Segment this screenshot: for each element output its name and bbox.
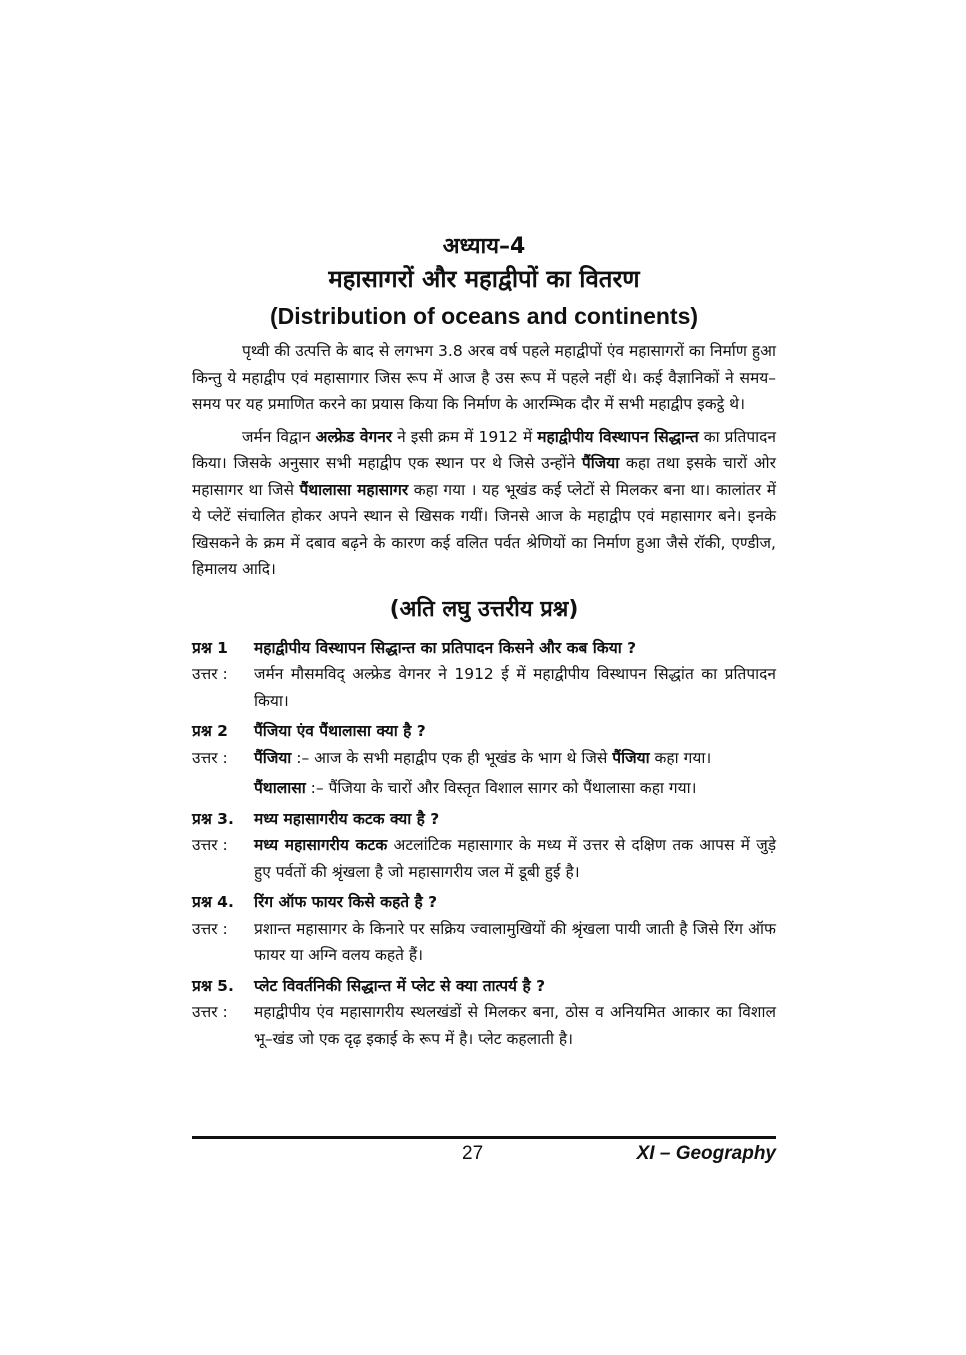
answer-row — [192, 999, 776, 1052]
section-heading: (अति लघु उत्तरीय प्रश्न) — [389, 596, 579, 622]
question-1 — [192, 635, 776, 715]
answer-row — [192, 916, 776, 969]
answer-row — [192, 832, 776, 885]
text: :– पैंजिया के चारों और विस्तृत विशाल सागर को पैंथालासा कहा गया। — [305, 779, 697, 797]
intro-paragraph-2 — [192, 424, 776, 583]
answer-label: उत्तर : — [192, 748, 228, 767]
chapter-title-english: (Distribution of oceans and continents) — [269, 303, 699, 329]
question-label: प्रश्न 5. — [192, 976, 234, 995]
page-number: 27 — [462, 1143, 484, 1164]
answer-text — [254, 745, 776, 772]
answer-text: प्रशान्त महासागर के किनारे पर सक्रिय ज्वालामुखियों की श्रृंखला पायी जाती है जिसे रिंग ऑफ फायर या अग्नि वलय कहते हैं। — [254, 919, 776, 964]
text: कहा तथा इसके चारों ओर महासागर था जिसे — [192, 454, 776, 499]
question-row — [192, 806, 776, 833]
bold-term: मध्य महासागरीय कटक — [254, 836, 388, 854]
answer-label: उत्तर : — [192, 1003, 228, 1021]
intro-paragraph-1: पृथ्वी की उत्पत्ति के बाद से लगभग 3.8 अरब वर्ष पहले महाद्वीपों एंव महासागरों का निर्माण हुआ किन्तु ये महाद्वीप एवं महासागार जिस रूप में आज है उस रूप में पहले नहीं थे। कई वैज्ञानिकों ने समय–समय पर यह प्रमाणित करने का प्रयास किया कि निर्माण के आरम्भिक दौर में सभी महाद्वीप इकट्ठे थे। — [192, 342, 776, 413]
question-5 — [192, 973, 776, 1053]
text: जर्मन विद्वान — [242, 427, 316, 446]
question-label: प्रश्न 4. — [192, 893, 234, 911]
text: अटलांटिक महासागार के मध्य में उत्तर से दक्षिण तक आपस में जुड़े हुए पर्वतों की श्रृंखला है जो महासागरीय जल में डूबी हुई है। — [254, 836, 776, 881]
question-2 — [192, 718, 776, 802]
question-label: प्रश्न 3. — [192, 809, 234, 828]
chapter-title-hindi: महासागरों और महाद्वीपों का वितरण — [328, 265, 640, 293]
bold-term: पैंजिया — [581, 454, 620, 472]
answer-continuation — [192, 775, 776, 802]
question-text: मध्य महासागरीय कटक क्या है ? — [254, 809, 440, 828]
answer-row — [192, 661, 776, 714]
question-label: प्रश्न 2 — [192, 722, 228, 740]
question-row — [192, 635, 776, 662]
text: ने इसी क्रम में 1912 में — [392, 427, 538, 446]
question-4 — [192, 889, 776, 969]
answer-text — [254, 832, 776, 885]
footer-book-title: XI – Geography — [636, 1143, 776, 1164]
chapter-number: अध्याय–4 — [442, 234, 526, 259]
page-content — [192, 232, 776, 1056]
question-3 — [192, 806, 776, 886]
answer-label: उत्तर : — [192, 665, 228, 683]
bold-term: पैंजिया — [612, 748, 650, 767]
bold-term: अल्फ्रेड वेगनर — [315, 427, 393, 446]
question-row — [192, 889, 776, 916]
question-text: रिंग ऑफ फायर किसे कहते है ? — [254, 893, 438, 911]
answer-text: महाद्वीपीय एंव महासागरीय स्थलखंडों से मिलकर बना, ठोस व अनियमित आकार का विशाल भू–खंड जो एक दृढ़ इकाई के रूप में है। प्लेट कहलाती है। — [254, 1003, 776, 1048]
footer-divider — [192, 1136, 776, 1139]
answer-text: जर्मन मौसमविद् अल्फ्रेड वेगनर ने 1912 ई में महाद्वीपीय विस्थापन सिद्धांत का प्रतिपादन किया। — [254, 665, 776, 710]
question-text: महाद्वीपीय विस्थापन सिद्धान्त का प्रतिपादन किसने और कब किया ? — [254, 638, 637, 657]
text: का प्रतिपादन किया। जिसके अनुसार सभी महाद्वीप एक स्थान पर थे जिसे उन्होंने — [192, 427, 776, 472]
question-label: प्रश्न 1 — [192, 638, 228, 657]
bold-term: पैंथालासा महासागर — [299, 480, 409, 499]
answer-label: उत्तर : — [192, 919, 228, 938]
answer-label: उत्तर : — [192, 836, 228, 854]
text: :– आज के सभी महाद्वीप एक ही भूखंड के भाग थे जिसे — [291, 748, 613, 767]
question-row — [192, 973, 776, 1000]
answer-row — [192, 745, 776, 772]
bold-term: महाद्वीपीय विस्थापन सिद्धान्त — [537, 427, 699, 446]
text: कहा गया । यह भूखंड कई प्लेटों से मिलकर बना था। कालांतर में ये प्लेटें संचालित होकर अपने स्थान से खिसक गयीं। जिनसे आज के महाद्वीप एवं महासागर बने। इनके खिसकने के क्रम में दबाव बढ़ने के कारण कई वलित पर्वत श्रेणियों का निर्माण हुआ जैसे रॉकी, एण्डीज, हिमालय आदि। — [192, 480, 776, 578]
question-text: पैंजिया एंव पैंथालासा क्या है ? — [254, 722, 426, 740]
bold-term: पैंजिया — [254, 748, 292, 767]
question-text: प्लेट विवर्तनिकी सिद्धान्त में प्लेट से क्या तात्पर्य है ? — [254, 976, 546, 995]
text: कहा गया। — [649, 748, 712, 767]
bold-term: पैंथालासा — [254, 779, 306, 797]
question-row — [192, 718, 776, 745]
